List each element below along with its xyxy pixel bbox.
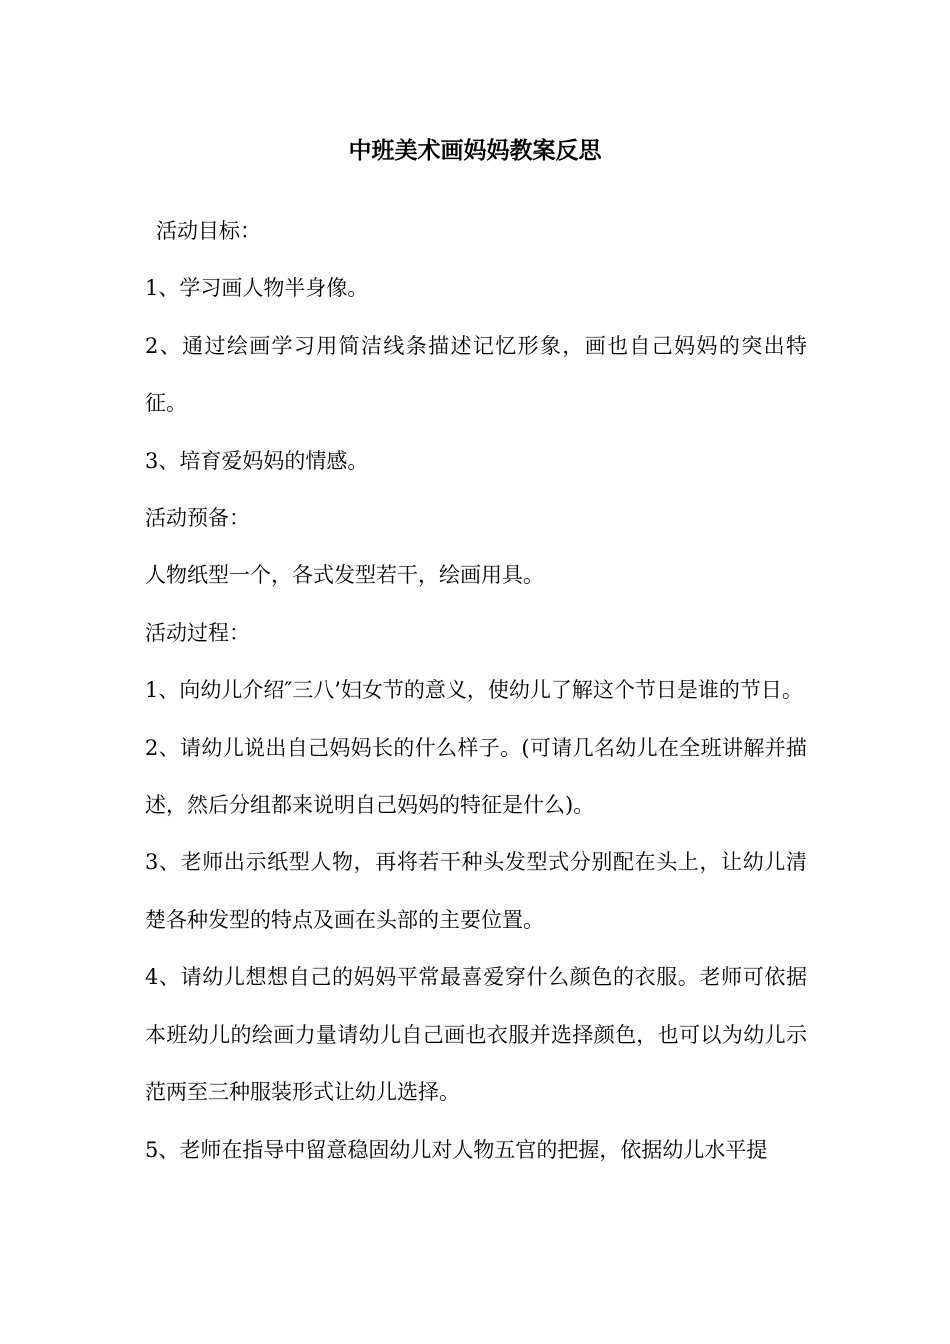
paragraph-prep-heading: 活动预备： [145,506,250,531]
paragraph: 1、学习画人物半身像。 [145,276,369,301]
paragraph: 1、向幼儿介绍″三八’妇女节的意义，使幼儿了解这个节日是谁的节日。 [145,678,803,703]
paragraph: 2、通过绘画学习用简洁线条描述记忆形象，画也自己妈妈的突出特征。 [145,333,807,416]
paragraph: 3、培育爱妈妈的情感。 [145,448,369,473]
paragraph: 人物纸型一个，各式发型若干，绘画用具。 [145,563,544,588]
document-title: 中班美术画妈妈教案反思 [348,138,602,164]
paragraph: 4、请幼儿想想自己的妈妈平常最喜爱穿什么颜色的衣服。老师可依据本班幼儿的绘画力量请幼儿自己画也衣服并选择颜色，也可以为幼儿示范两至三种服装形式让幼儿选择。 [145,965,807,1105]
paragraph: 2、请幼儿说出自己妈妈长的什么样子。(可请几名幼儿在全班讲解并描述，然后分组都来说明自己妈妈的特征是什么)。 [145,735,807,818]
paragraph-goals-heading: 活动目标： [156,219,261,243]
paragraph-process-heading: 活动过程： [145,620,250,645]
document-body [145,203,807,1179]
paragraph: 5、老师在指导中留意稳固幼儿对人物五官的把握，依据幼儿水平提 [145,1137,768,1162]
paragraph: 3、老师出示纸型人物，再将若干种头发型式分别配在头上，让幼儿清楚各种发型的特点及画在头部的主要位置。 [145,850,807,932]
